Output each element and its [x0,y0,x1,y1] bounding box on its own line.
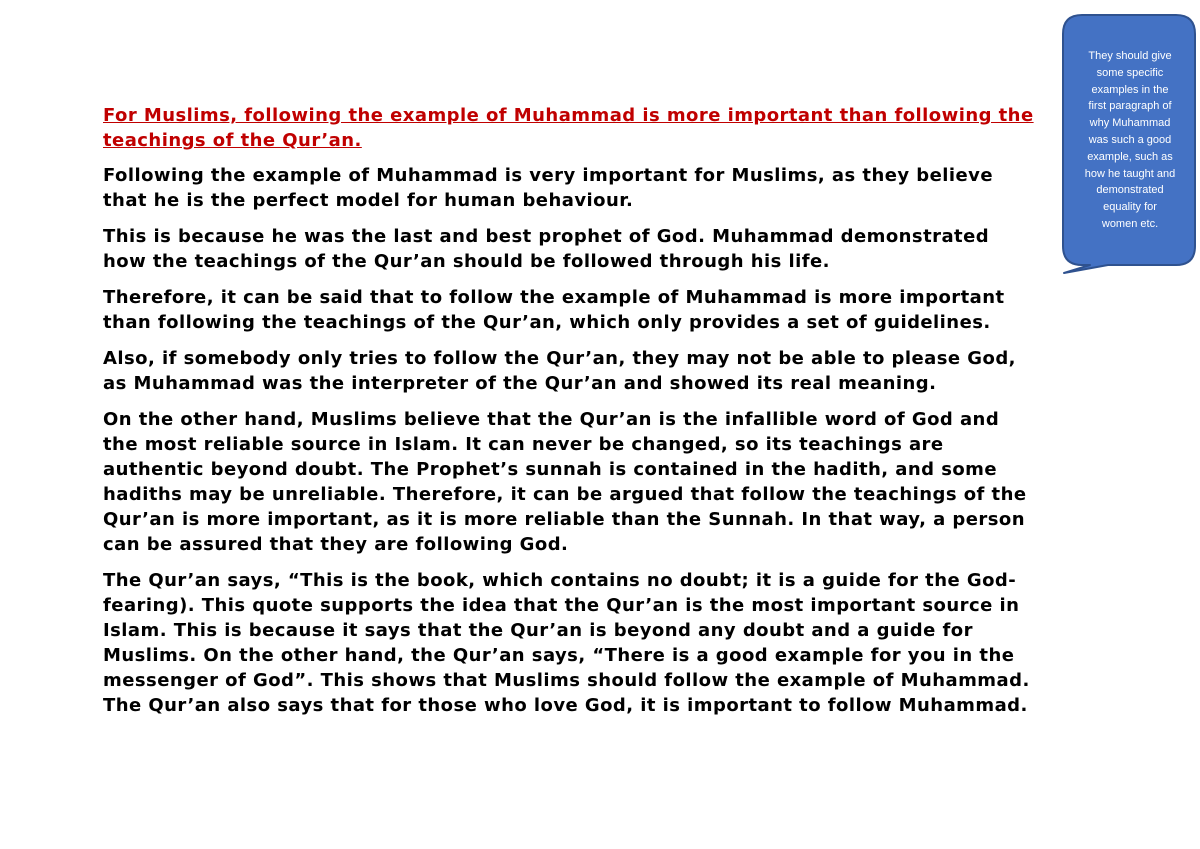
text-line: as Muhammad was the interpreter of the Qur’an and showed its real meaning. [103,373,937,394]
comment-line: demonstrated [1096,184,1164,197]
paragraph-1 [103,163,1063,213]
paragraph-4 [103,346,1063,396]
document-body [103,103,1063,729]
text-line: The Qur’an also says that for those who love God, it is important to follow Muhammad. [103,695,1028,716]
text-line: can be assured that they are following God. [103,534,569,555]
essay-title [103,103,1063,153]
text-line: The Qur’an says, “This is the book, which contains no doubt; it is a guide for the God- [103,570,1017,591]
text-line: Following the example of Muhammad is very important for Muslims, as they believe [103,165,993,186]
comment-line: was such a good [1088,133,1172,146]
comment-line: They should give [1088,50,1172,62]
text-line: fearing). This quote supports the idea that the Qur’an is the most important source in [103,595,1020,616]
text-line: messenger of God”. This shows that Muslims should follow the example of Muhammad. [103,670,1030,691]
comment-line: first paragraph of [1088,100,1172,113]
comment-callout[interactable] [1062,14,1196,276]
text-line: how the teachings of the Qur’an should be followed through his life. [103,251,830,272]
text-line: On the other hand, Muslims believe that the Qur’an is the infallible word of God and [103,409,1000,430]
paragraph-3 [103,285,1063,335]
comment-line: why Muhammad [1089,117,1171,130]
comment-line: example, such as [1087,150,1173,163]
text-line: Qur’an is more important, as it is more reliable than the Sunnah. In that way, a person [103,509,1025,530]
paragraph-2 [103,224,1063,274]
text-line: This is because he was the last and best prophet of God. Muhammad demonstrated [103,226,990,247]
comment-line: examples in the [1091,83,1169,96]
text-line: Therefore, it can be said that to follow the example of Muhammad is more important [103,287,1005,308]
title-line: For Muslims, following the example of Muhammad is more important than following the [103,105,1034,126]
paragraph-5 [103,407,1063,557]
text-line: than following the teachings of the Qur’an, which only provides a set of guidelines. [103,312,991,333]
title-line: teachings of the Qur’an. [103,130,362,151]
text-line: that he is the perfect model for human behaviour. [103,190,634,211]
comment-text [1070,48,1190,233]
text-line: Also, if somebody only tries to follow the Qur’an, they may not be able to please God, [103,348,1016,369]
comment-line: how he taught and [1084,167,1176,180]
text-line: Muslims. On the other hand, the Qur’an says, “There is a good example for you in the [103,645,1015,666]
comment-line: some specific [1096,66,1164,79]
comment-line: women etc. [1101,217,1159,230]
text-line: authentic beyond doubt. The Prophet’s sunnah is contained in the hadith, and some [103,459,998,480]
text-line: the most reliable source in Islam. It can never be changed, so its teachings are [103,434,944,455]
paragraph-6 [103,568,1063,718]
text-line: Islam. This is because it says that the Qur’an is beyond any doubt and a guide for [103,620,973,641]
comment-line: equality for [1103,201,1157,214]
text-line: hadiths may be unreliable. Therefore, it can be argued that follow the teachings of the [103,484,1027,505]
